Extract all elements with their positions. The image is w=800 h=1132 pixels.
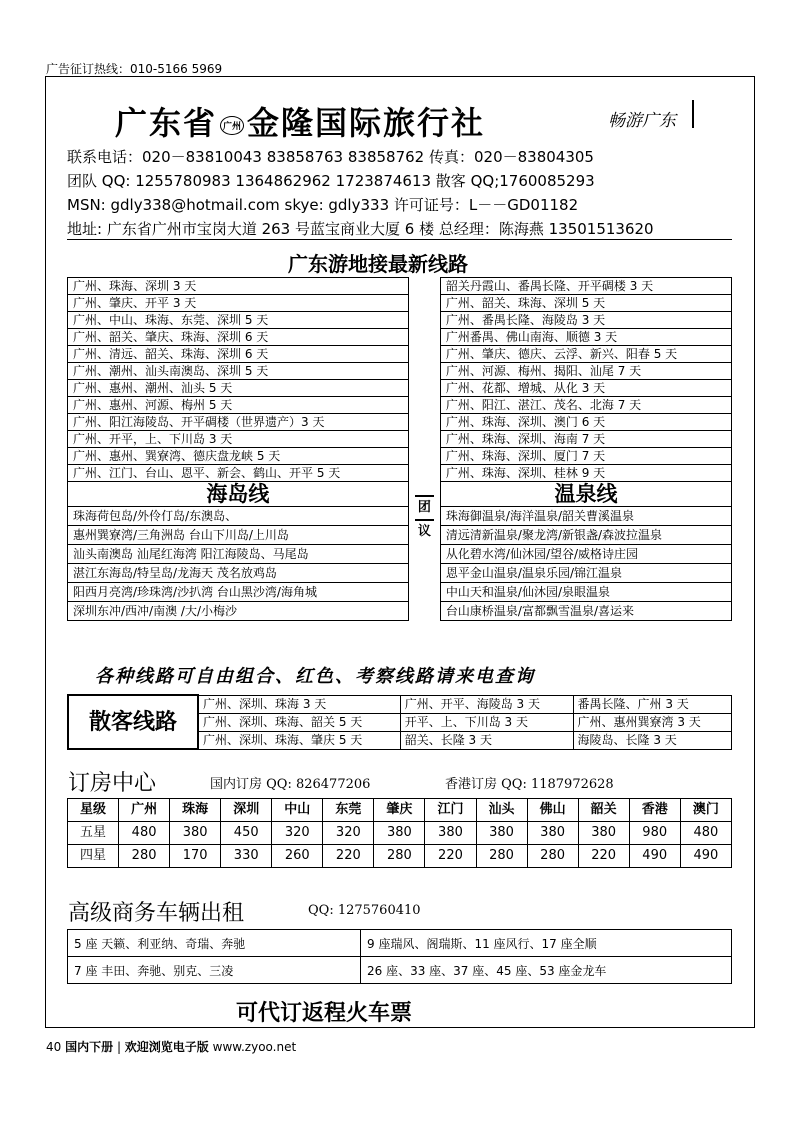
hotel-header-cell: 汕头 xyxy=(476,799,527,822)
route-row xyxy=(68,312,732,329)
company-name-part1: 广东省 xyxy=(115,104,218,142)
hotel-price-cell: 980 xyxy=(629,822,680,845)
island-title: 海岛线 xyxy=(68,482,409,507)
island-route: 深圳东冲/西冲/南澳 /大/小梅沙 xyxy=(68,602,409,621)
address-line: 地址: 广东省广州市宝岗大道 263 号蓝宝商业大厦 6 楼 总经理：陈海燕 13501513620 xyxy=(67,220,654,238)
hotel-header-cell: 香港 xyxy=(629,799,680,822)
hotel-price-cell: 260 xyxy=(272,845,323,868)
footer-url[interactable]: www.zyoo.net xyxy=(212,1040,297,1054)
route-row xyxy=(68,414,732,431)
hotel-price-cell: 五星 xyxy=(68,822,119,845)
car-cell: 26 座、33 座、37 座、45 座、53 座金龙车 xyxy=(361,957,732,984)
hotel-price-cell: 480 xyxy=(119,822,170,845)
right-route: 广州、番禺长隆、海陵岛 3 天 xyxy=(440,312,731,329)
cars-table xyxy=(67,929,732,984)
hotel-price-cell: 220 xyxy=(323,845,374,868)
left-route: 广州、惠州、河源、梅州 5 天 xyxy=(68,397,409,414)
island-row xyxy=(68,526,732,545)
hotel-price-cell: 320 xyxy=(272,822,323,845)
qq-line: 团队 QQ: 1255780983 1364862962 1723874613 散客 QQ;1760085293 xyxy=(67,172,595,190)
left-route: 广州、潮州、汕头南澳岛、深圳 5 天 xyxy=(68,363,409,380)
company-title xyxy=(115,98,485,144)
hotel-price-cell: 320 xyxy=(323,822,374,845)
car-cell: 5 座 天籁、利亚纳、奇瑞、奔驰 xyxy=(68,930,361,957)
routes-table xyxy=(67,277,732,621)
hotspring-route: 中山天和温泉/仙沐园/泉眼温泉 xyxy=(440,583,731,602)
hotel-header-cell: 东莞 xyxy=(323,799,374,822)
hotel-price-cell: 220 xyxy=(578,845,629,868)
hotspring-route: 珠海御温泉/海洋温泉/韶关曹溪温泉 xyxy=(440,507,731,526)
middle-label-2: 议 xyxy=(417,524,431,539)
route-row xyxy=(68,329,732,346)
middle-label-1: 团 xyxy=(415,495,434,521)
left-route: 广州、韶关、肇庆、珠海、深圳 6 天 xyxy=(68,329,409,346)
car-cell: 7 座 丰田、奔驰、别克、三凌 xyxy=(68,957,361,984)
phone-line: 联系电话：020－83810043 83858763 83858762 传真：020－83804305 xyxy=(67,148,594,166)
island-route: 湛江东海岛/特呈岛/龙海天 茂名放鸡岛 xyxy=(68,564,409,583)
hotel-price-cell: 380 xyxy=(170,822,221,845)
hotel-price-cell: 490 xyxy=(629,845,680,868)
hotel-price-cell: 四星 xyxy=(68,845,119,868)
route-row xyxy=(68,363,732,380)
company-name-part2: 金隆国际旅行社 xyxy=(247,104,486,142)
hotel-price-cell: 280 xyxy=(119,845,170,868)
hotel-price-cell: 280 xyxy=(374,845,425,868)
car-row xyxy=(68,930,732,957)
right-route: 广州、珠海、深圳、海南 7 天 xyxy=(440,431,731,448)
hotel-price-cell: 220 xyxy=(425,845,476,868)
sanke-table xyxy=(67,694,732,750)
island-row xyxy=(68,583,732,602)
left-route: 广州、清远、韶关、珠海、深圳 6 天 xyxy=(68,346,409,363)
route-row xyxy=(68,380,732,397)
hotel-price-cell: 280 xyxy=(476,845,527,868)
slogan-divider xyxy=(692,100,694,128)
hotel-price-cell: 480 xyxy=(680,822,731,845)
hotel-price-cell: 380 xyxy=(476,822,527,845)
hotel-header-cell: 肇庆 xyxy=(374,799,425,822)
hotel-price-cell: 380 xyxy=(425,822,476,845)
island-row xyxy=(68,507,732,526)
hotel-price-cell: 380 xyxy=(527,822,578,845)
right-route: 广州、珠海、深圳、厦门 7 天 xyxy=(440,448,731,465)
footer: 40 国内下册 | 欢迎浏览电子版 www.zyoo.net xyxy=(46,1040,297,1054)
island-row xyxy=(68,564,732,583)
left-route: 广州、阳江海陵岛、开平碉楼（世界遗产）3 天 xyxy=(68,414,409,431)
right-route: 广州、肇庆、德庆、云浮、新兴、阳春 5 天 xyxy=(440,346,731,363)
hotel-header-cell: 澳门 xyxy=(680,799,731,822)
route-row xyxy=(68,397,732,414)
sanke-route: 广州、深圳、珠海、韶关 5 天 xyxy=(198,713,400,731)
footer-section: 国内下册 xyxy=(65,1040,114,1054)
island-row xyxy=(68,602,732,621)
car-row xyxy=(68,957,732,984)
hotel-price-cell: 450 xyxy=(221,822,272,845)
hotel-header-cell: 珠海 xyxy=(170,799,221,822)
footer-slogan: 欢迎浏览电子版 xyxy=(124,1040,209,1054)
sanke-route: 广州、深圳、珠海、肇庆 5 天 xyxy=(198,731,400,749)
route-row xyxy=(68,448,732,465)
left-route: 广州、江门、台山、恩平、新会、鹤山、开平 5 天 xyxy=(68,465,409,482)
notice: 各种线路可自由组合、红色、考察线路请来电查询 xyxy=(95,666,535,687)
hotel-header-cell: 江门 xyxy=(425,799,476,822)
right-route: 广州、阳江、湛江、茂名、北海 7 天 xyxy=(440,397,731,414)
route-row xyxy=(68,465,732,482)
cars-title: 高级商务车辆出租 xyxy=(68,901,245,926)
slogan: 畅游广东 xyxy=(608,111,676,131)
sanke-row xyxy=(68,695,732,713)
hotel-header-cell: 韶关 xyxy=(578,799,629,822)
right-route: 广州、珠海、深圳、澳门 6 天 xyxy=(440,414,731,431)
sanke-route: 韶关、长隆 3 天 xyxy=(400,731,573,749)
left-route: 广州、惠州、巽寮湾、德庆盘龙峡 5 天 xyxy=(68,448,409,465)
hotspring-route: 清远清新温泉/聚龙湾/新银盏/森波拉温泉 xyxy=(440,526,731,545)
routes-title: 广东游地接最新线路 xyxy=(288,252,468,276)
right-route: 韶关丹霞山、番禺长隆、开平碉楼 3 天 xyxy=(440,278,731,295)
right-route: 广州番禺、佛山南海、顺德 3 天 xyxy=(440,329,731,346)
middle-label xyxy=(408,278,440,621)
right-route: 广州、韶关、珠海、深圳 5 天 xyxy=(440,295,731,312)
hotspring-route: 恩平金山温泉/温泉乐园/锦江温泉 xyxy=(440,564,731,583)
sanke-route: 海陵岛、长隆 3 天 xyxy=(573,731,731,749)
sanke-route: 广州、开平、海陵岛 3 天 xyxy=(400,695,573,713)
island-hotspring-header xyxy=(68,482,732,507)
left-route: 广州、惠州、潮州、汕头 5 天 xyxy=(68,380,409,397)
left-route: 广州、中山、珠海、东莞、深圳 5 天 xyxy=(68,312,409,329)
hotel-header-row xyxy=(68,799,732,822)
ad-hotline: 广告征订热线：010-5166 5969 xyxy=(46,62,223,76)
island-route: 珠海荷包岛/外伶仃岛/东澳岛、 xyxy=(68,507,409,526)
island-route: 汕头南澳岛 汕尾红海湾 阳江海陵岛、马尾岛 xyxy=(68,545,409,564)
header-divider xyxy=(67,239,732,240)
left-route: 广州、开平，上、下川岛 3 天 xyxy=(68,431,409,448)
hotel-price-cell: 170 xyxy=(170,845,221,868)
hotel-qq-domestic: 国内订房 QQ: 826477206 xyxy=(210,777,371,792)
hotel-qq-hk: 香港订房 QQ: 1187972628 xyxy=(445,777,614,792)
hotel-price-cell: 380 xyxy=(374,822,425,845)
train-ticket-notice: 可代订返程火车票 xyxy=(236,1001,413,1026)
sanke-title: 散客线路 xyxy=(68,695,198,749)
left-route: 广州、珠海、深圳 3 天 xyxy=(68,278,409,295)
route-row xyxy=(68,278,732,295)
sanke-route: 广州、深圳、珠海 3 天 xyxy=(198,695,400,713)
hotel-header-cell: 深圳 xyxy=(221,799,272,822)
island-row xyxy=(68,545,732,564)
hotel-price-cell: 380 xyxy=(578,822,629,845)
route-row xyxy=(68,295,732,312)
island-route: 阳西月亮湾/珍珠湾/沙扒湾 台山黑沙湾/海角城 xyxy=(68,583,409,602)
msn-line: MSN: gdly338@hotmail.com skye: gdly333 许可证号：L－－GD01182 xyxy=(67,196,579,214)
sanke-route: 广州、惠州巽寮湾 3 天 xyxy=(573,713,731,731)
hotel-header-cell: 中山 xyxy=(272,799,323,822)
island-route: 惠州巽寮湾/三角洲岛 台山下川岛/上川岛 xyxy=(68,526,409,545)
right-route: 广州、珠海、深圳、桂林 9 天 xyxy=(440,465,731,482)
route-row xyxy=(68,431,732,448)
sanke-route: 番禺长隆、广州 3 天 xyxy=(573,695,731,713)
city-mark: 广州 xyxy=(220,116,244,135)
hotel-header-cell: 星级 xyxy=(68,799,119,822)
right-route: 广州、河源、梅州、揭阳、汕尾 7 天 xyxy=(440,363,731,380)
left-route: 广州、肇庆、开平 3 天 xyxy=(68,295,409,312)
hotspring-route: 台山康桥温泉/富都飘雪温泉/喜运来 xyxy=(440,602,731,621)
sanke-route: 开平、上、下川岛 3 天 xyxy=(400,713,573,731)
route-row xyxy=(68,346,732,363)
car-cell: 9 座瑞风、阁瑞斯、11 座风行、17 座全顺 xyxy=(361,930,732,957)
hotspring-title: 温泉线 xyxy=(440,482,731,507)
cars-qq: QQ: 1275760410 xyxy=(308,903,421,918)
hotel-price-cell: 330 xyxy=(221,845,272,868)
hotel-header-cell: 广州 xyxy=(119,799,170,822)
hotel-row xyxy=(68,845,732,868)
right-route: 广州、花都、增城、从化 3 天 xyxy=(440,380,731,397)
hotel-header-cell: 佛山 xyxy=(527,799,578,822)
hotel-price-cell: 280 xyxy=(527,845,578,868)
hotel-row xyxy=(68,822,732,845)
hotel-title: 订房中心 xyxy=(68,771,157,796)
page-number: 40 xyxy=(46,1040,62,1054)
hotel-price-cell: 490 xyxy=(680,845,731,868)
hotel-price-table xyxy=(67,798,732,868)
hotspring-route: 从化碧水湾/仙沐园/望谷/威格诗庄园 xyxy=(440,545,731,564)
